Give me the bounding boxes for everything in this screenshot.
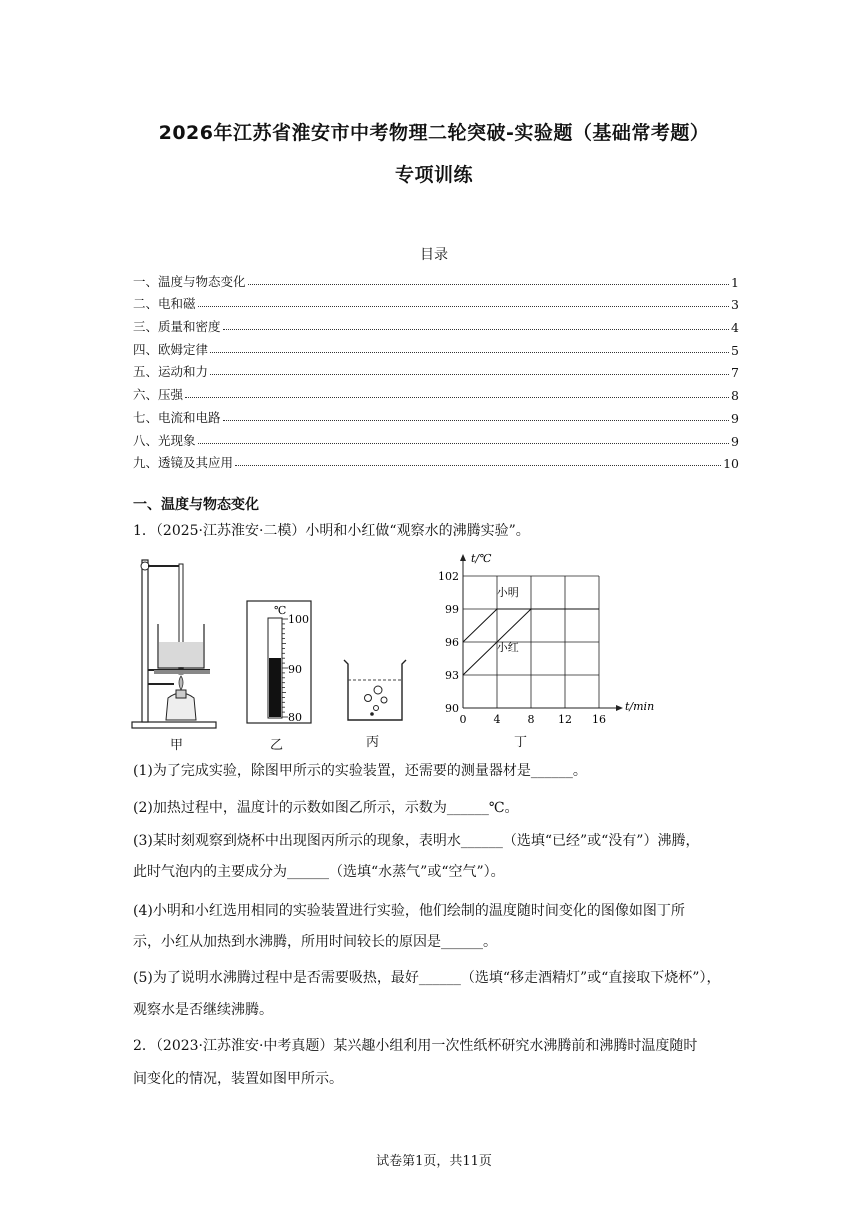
document-title-line2: 专项训练 — [394, 164, 473, 186]
figure-yi-thermometer — [246, 600, 312, 726]
toc-item-page: 10 — [723, 456, 739, 472]
q1-part2: (2)加热过程中，温度计的示数如图乙所示，示数为______℃。 — [133, 800, 519, 816]
caption-bing: 丙 — [366, 735, 380, 750]
question-2-line2: 间变化的情况，装置如图甲所示。 — [133, 1071, 343, 1087]
bubble — [374, 686, 382, 694]
question-1-stem: 1．（2025·江苏淮安·二模）小明和小红做“观察水的沸腾实验”。 — [133, 523, 530, 539]
caption-ding: 丁 — [514, 735, 528, 750]
x-axis-arrow — [616, 705, 623, 711]
x-axis-label: t/min — [625, 700, 655, 713]
toc-item[interactable] — [133, 403, 739, 426]
toc-item-label: 一、温度与物态变化 — [133, 273, 246, 289]
document-title-line1: 2026年江苏省淮安市中考物理二轮突破-实验题（基础常考题） — [158, 122, 710, 144]
toc-item-page: 7 — [731, 365, 739, 381]
x-tick-label: 4 — [493, 713, 501, 726]
y-tick-label: 90 — [445, 702, 459, 715]
flame — [179, 676, 183, 690]
toc-leader-dots — [223, 329, 730, 330]
y-tick-label: 102 — [438, 570, 459, 583]
y-axis-label: t/℃ — [471, 552, 492, 565]
toc-leader-dots — [210, 352, 729, 353]
q1-part4-cont: 示，小红从加热到水沸腾，所用时间较长的原因是______。 — [133, 934, 497, 950]
series-label: 小红 — [496, 640, 519, 654]
page-footer: 试卷第1页，共11页 — [376, 1154, 492, 1169]
toc-item-page: 4 — [731, 320, 739, 336]
toc-item[interactable] — [133, 335, 739, 358]
section-heading: 一、温度与物态变化 — [133, 497, 259, 513]
toc-item[interactable] — [133, 358, 739, 381]
toc-item-page: 9 — [731, 433, 739, 449]
q1-part3-cont: 此时气泡内的主要成分为______（选填“水蒸气”或“空气”）。 — [133, 864, 505, 880]
x-tick-label: 16 — [592, 713, 606, 726]
toc-item-label: 六、压强 — [133, 387, 184, 403]
stand-base — [132, 722, 216, 728]
clamp-knob — [141, 562, 149, 570]
x-tick-label: 12 — [558, 713, 572, 726]
toc-leader-dots — [210, 374, 729, 375]
toc-item[interactable] — [133, 312, 739, 335]
bubble — [365, 695, 372, 702]
toc-item-label: 五、运动和力 — [133, 364, 209, 380]
figure-jia-apparatus — [128, 552, 220, 752]
y-tick-label: 96 — [445, 636, 459, 649]
stand-rod — [142, 560, 148, 722]
question-2-line1: 2．（2023·江苏淮安·中考真题）某兴趣小组利用一次性纸杯研究水沸腾前和沸腾时温度随时 — [133, 1038, 698, 1054]
q1-part4: (4)小明和小红选用相同的实验装置进行实验，他们绘制的温度随时间变化的图像如图丁所 — [133, 903, 685, 919]
toc-leader-dots — [185, 397, 729, 398]
bubble — [381, 697, 387, 703]
tick-100: 100 — [288, 613, 309, 626]
q1-part5-cont: 观察水是否继续沸腾。 — [133, 1002, 273, 1018]
toc-item-label: 九、透镜及其应用 — [133, 455, 234, 471]
figure-ding-chart — [430, 548, 670, 738]
toc-leader-dots — [198, 306, 730, 307]
bubble — [374, 706, 379, 711]
toc-heading: 目录 — [420, 247, 448, 263]
toc-item-page: 1 — [731, 274, 739, 290]
toc-item-page: 5 — [731, 342, 739, 358]
toc-item-label: 三、质量和密度 — [133, 319, 221, 335]
x-tick-label: 8 — [527, 713, 535, 726]
table-of-contents — [133, 267, 739, 471]
mercury-column — [269, 658, 281, 717]
thermometer-unit: ℃ — [274, 604, 287, 617]
toc-leader-dots — [223, 420, 730, 421]
toc-item[interactable] — [133, 426, 739, 449]
series-label: 小明 — [496, 585, 519, 599]
toc-item-page: 8 — [731, 388, 739, 404]
bubble — [370, 712, 374, 716]
caption-jia: 甲 — [170, 738, 184, 753]
tick-90: 90 — [288, 663, 302, 676]
x-tick-label: 0 — [459, 713, 467, 726]
toc-item[interactable] — [133, 380, 739, 403]
toc-item-page: 9 — [731, 410, 739, 426]
tick-80: 80 — [288, 711, 302, 724]
toc-leader-dots — [235, 465, 721, 466]
q1-part5: (5)为了说明水沸腾过程中是否需要吸热，最好______（选填“移走酒精灯”或“直接取下烧杯”）， — [133, 970, 721, 986]
toc-item-label: 七、电流和电路 — [133, 409, 221, 425]
toc-item[interactable] — [133, 290, 739, 313]
toc-item-page: 3 — [731, 297, 739, 313]
q1-part3: (3)某时刻观察到烧杯中出现图丙所示的现象，表明水______（选填“已经”或“没有”）沸腾， — [133, 833, 700, 849]
q1-part1: (1)为了完成实验，除图甲所示的实验装置，还需要的测量器材是______。 — [133, 763, 587, 779]
figure-bing-beaker — [340, 656, 410, 726]
toc-leader-dots — [248, 284, 730, 285]
y-tick-label: 93 — [445, 669, 459, 682]
y-tick-label: 99 — [445, 603, 459, 616]
caption-yi: 乙 — [270, 738, 284, 753]
y-axis-arrow — [460, 554, 466, 561]
toc-leader-dots — [198, 443, 730, 444]
toc-item[interactable] — [133, 449, 739, 472]
toc-item[interactable] — [133, 267, 739, 290]
toc-item-label: 二、电和磁 — [133, 296, 196, 312]
toc-item-label: 四、欧姆定律 — [133, 341, 209, 357]
toc-item-label: 八、光现象 — [133, 432, 196, 448]
